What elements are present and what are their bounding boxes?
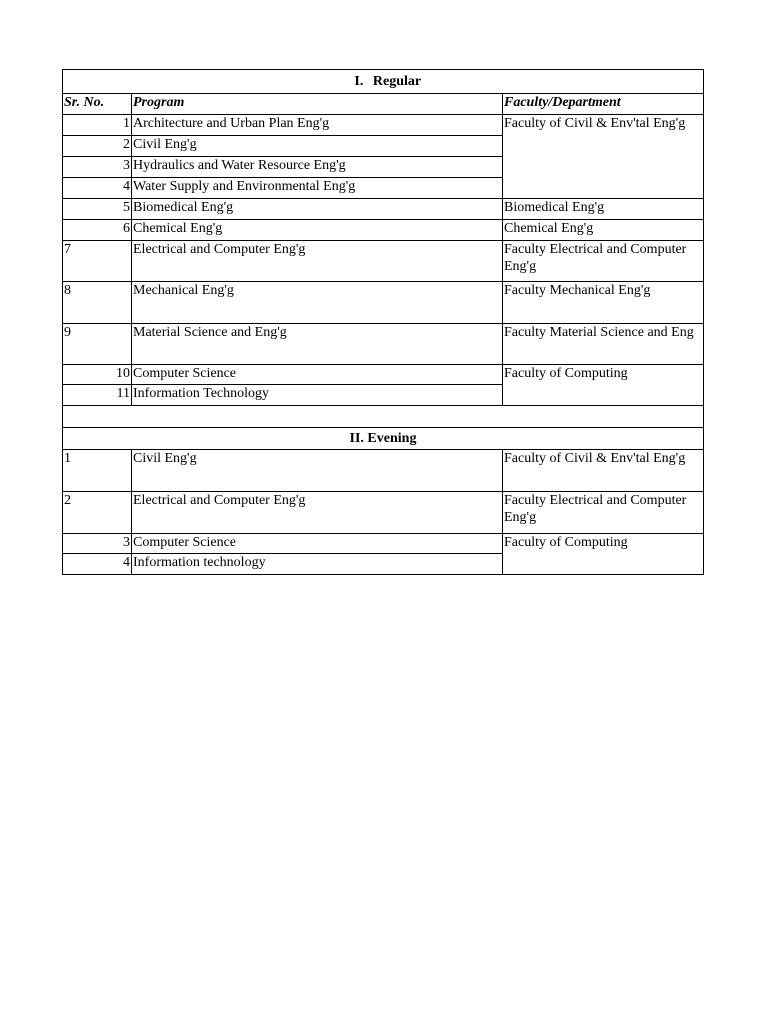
sr-cell: 4 [63,178,132,199]
table-row [63,492,704,534]
program-cell: Chemical Eng'g [132,220,503,241]
faculty-cell: Biomedical Eng'g [503,199,704,220]
header-faculty: Faculty/Department [503,94,704,115]
program-cell: Water Supply and Environmental Eng'g [132,178,503,199]
sr-cell: 4 [63,554,132,575]
faculty-cell: Faculty of Civil & Env'tal Eng'g [503,450,704,492]
program-cell: Electrical and Computer Eng'g [132,241,503,282]
table-row [63,282,704,324]
sr-cell: 1 [63,450,132,492]
faculty-cell-civil: Faculty of Civil & Env'tal Eng'g [503,115,704,199]
program-cell: Information technology [132,554,503,575]
spacer-row [63,406,704,428]
table-row [63,450,704,492]
faculty-cell: Faculty Material Science and Eng [503,324,704,365]
sr-cell: 1 [63,115,132,136]
table-row [63,365,704,385]
spacer-cell [63,406,704,428]
program-cell: Computer Science [132,365,503,385]
table-row [63,220,704,241]
table-row [63,534,704,554]
program-cell: Computer Science [132,534,503,554]
sr-cell: 2 [63,136,132,157]
sr-cell: 6 [63,220,132,241]
evening-section-title: II. Evening [63,428,704,450]
table-row [63,324,704,365]
sr-cell: 2 [63,492,132,534]
regular-section-title [63,70,704,94]
program-cell: Architecture and Urban Plan Eng'g [132,115,503,136]
program-cell: Civil Eng'g [132,450,503,492]
table-row [63,115,704,136]
programs-table [62,69,704,575]
sr-cell: 5 [63,199,132,220]
faculty-cell: Faculty Electrical and Computer Eng'g [503,241,704,282]
regular-numeral: I. [354,74,364,89]
program-cell: Hydraulics and Water Resource Eng'g [132,157,503,178]
table-row [63,241,704,282]
sr-cell: 9 [63,324,132,365]
faculty-cell: Faculty Electrical and Computer Eng'g [503,492,704,534]
sr-cell: 10 [63,365,132,385]
sr-cell: 7 [63,241,132,282]
header-sr-no: Sr. No. [63,94,132,115]
header-program: Program [132,94,503,115]
sr-cell: 11 [63,385,132,406]
sr-cell: 8 [63,282,132,324]
faculty-cell: Faculty Mechanical Eng'g [503,282,704,324]
program-cell: Mechanical Eng'g [132,282,503,324]
regular-title: Regular [372,74,422,89]
program-cell: Information Technology [132,385,503,406]
faculty-cell: Chemical Eng'g [503,220,704,241]
sr-cell: 3 [63,534,132,554]
faculty-cell-computing: Faculty of Computing [503,365,704,406]
program-cell: Biomedical Eng'g [132,199,503,220]
program-cell: Civil Eng'g [132,136,503,157]
table-row [63,199,704,220]
program-cell: Material Science and Eng'g [132,324,503,365]
column-header-row [63,94,704,115]
faculty-cell-computing: Faculty of Computing [503,534,704,575]
sr-cell: 3 [63,157,132,178]
program-cell: Electrical and Computer Eng'g [132,492,503,534]
regular-section-header [63,70,704,94]
evening-section-header [63,428,704,450]
